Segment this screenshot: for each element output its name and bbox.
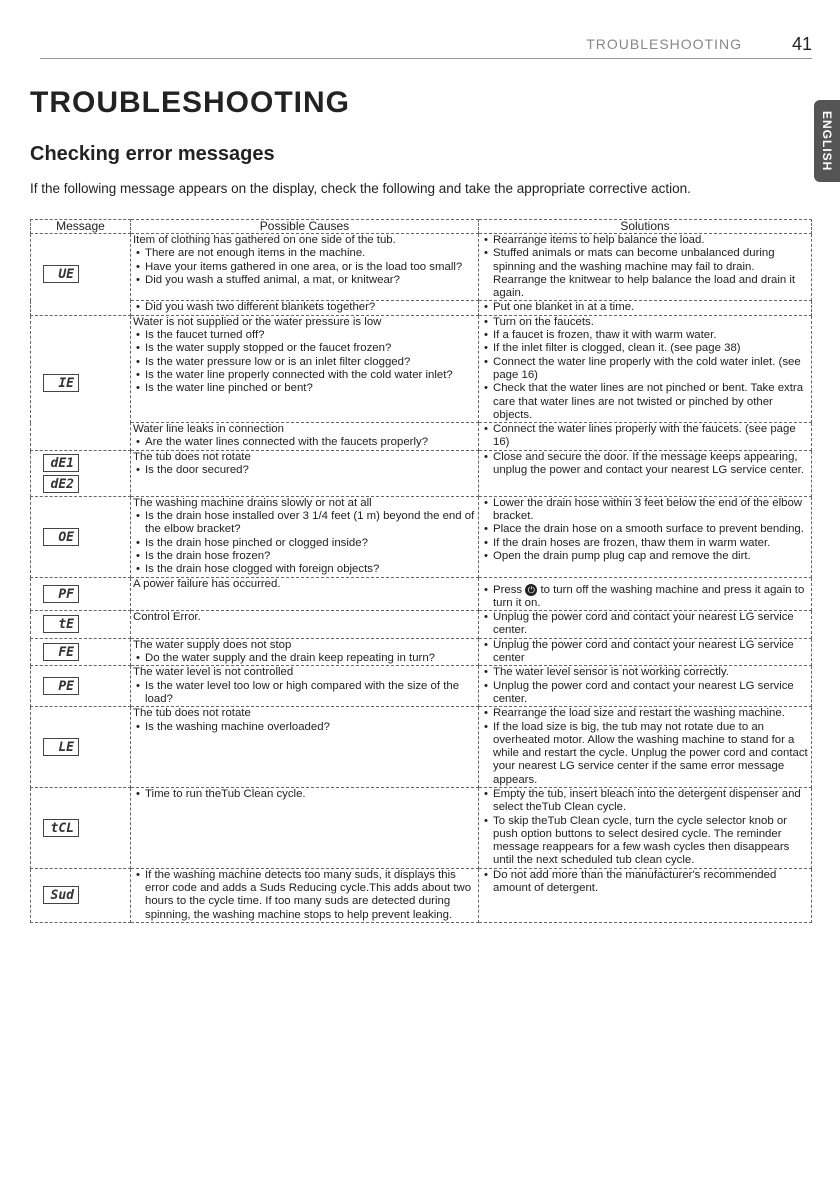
error-code-cell bbox=[31, 707, 131, 788]
solution-cell bbox=[479, 707, 812, 788]
solution-list bbox=[481, 584, 809, 611]
table-row bbox=[31, 666, 812, 707]
cause-cell bbox=[131, 496, 479, 577]
solution-item: • Close and secure the door. If the message keeps appearing, unplug the power and contact your nearest LG service center. bbox=[481, 451, 809, 478]
error-code-cell bbox=[31, 315, 131, 450]
solution-item: • Connect the water lines properly with the faucets. (see page 16) bbox=[481, 423, 809, 450]
cause-list bbox=[133, 301, 476, 314]
page-title: TROUBLESHOOTING bbox=[30, 86, 350, 119]
cause-item: • Is the faucet turned off? bbox=[133, 329, 476, 342]
cause-item: • Is the washing machine overloaded? bbox=[133, 721, 476, 734]
cause-heading: Control Error. bbox=[133, 611, 201, 624]
solution-cell bbox=[479, 234, 812, 301]
error-code-cell bbox=[31, 868, 131, 922]
header-causes: Possible Causes bbox=[131, 220, 479, 234]
solution-item: • Do not add more than the manufacturer's recommended amount of detergent. bbox=[481, 869, 809, 896]
error-code-display: tE bbox=[43, 615, 79, 633]
cause-cell bbox=[131, 577, 479, 611]
cause-item: • Are the water lines connected with the faucets properly? bbox=[133, 436, 476, 449]
solution-list bbox=[481, 301, 809, 314]
solution-list bbox=[481, 316, 809, 422]
cause-cell bbox=[131, 707, 479, 788]
cause-list bbox=[133, 464, 476, 477]
solution-item: • Put one blanket in at a time. bbox=[481, 301, 809, 314]
cause-item: • Do the water supply and the drain keep repeating in turn? bbox=[133, 652, 476, 665]
solution-item: • Unplug the power cord and contact your nearest LG service center bbox=[481, 639, 809, 666]
cause-cell bbox=[131, 666, 479, 707]
error-code-display: tCL bbox=[43, 819, 79, 837]
solution-cell bbox=[479, 301, 812, 315]
table-row bbox=[31, 301, 812, 315]
cause-heading: Water is not supplied or the water pressure is low bbox=[133, 315, 382, 328]
cause-list bbox=[133, 510, 476, 576]
error-code-display: FE bbox=[43, 643, 79, 661]
solution-list bbox=[481, 639, 809, 666]
solution-list bbox=[481, 234, 809, 300]
table-row bbox=[31, 315, 812, 422]
cause-heading: A power failure has occurred. bbox=[133, 577, 281, 590]
cause-list bbox=[133, 436, 476, 449]
cause-cell bbox=[131, 423, 479, 451]
solution-cell bbox=[479, 611, 812, 639]
solution-item: • Turn on the faucets. bbox=[481, 316, 809, 329]
error-table bbox=[30, 219, 812, 923]
table-row bbox=[31, 234, 812, 301]
cause-heading: The water supply does not stop bbox=[133, 638, 292, 651]
cause-list bbox=[133, 721, 476, 734]
solution-list bbox=[481, 869, 809, 896]
solution-item bbox=[481, 584, 809, 611]
solution-item: • Check that the water lines are not pinched or bent. Take extra care that water lines are not twisted or pinched by other objects. bbox=[481, 382, 809, 422]
solution-item: • If the drain hoses are frozen, thaw them in warm water. bbox=[481, 537, 809, 550]
table-row bbox=[31, 496, 812, 577]
table-row bbox=[31, 577, 812, 611]
solution-cell bbox=[479, 638, 812, 666]
power-icon: ⏻ bbox=[525, 584, 537, 596]
cause-cell bbox=[131, 301, 479, 315]
cause-item: • Is the water supply stopped or the faucet frozen? bbox=[133, 342, 476, 355]
error-code-display: Sud bbox=[43, 886, 79, 904]
error-code-cell bbox=[31, 234, 131, 316]
press-text-after: to turn off the washing machine and press it again to turn it on. bbox=[493, 583, 805, 609]
cause-heading: Item of clothing has gathered on one side of the tub. bbox=[133, 234, 396, 246]
solution-item: • Unplug the power cord and contact your nearest LG service center. bbox=[481, 611, 809, 638]
cause-list bbox=[133, 680, 476, 707]
error-code-cell bbox=[31, 496, 131, 577]
header-section: TROUBLESHOOTING bbox=[586, 36, 742, 52]
solution-item: • If a faucet is frozen, thaw it with warm water. bbox=[481, 329, 809, 342]
solution-item: • Connect the water line properly with the cold water inlet. (see page 16) bbox=[481, 356, 809, 383]
page-header bbox=[40, 34, 812, 59]
solution-item: • If the inlet filter is clogged, clean it. (see page 38) bbox=[481, 342, 809, 355]
intro-text: If the following message appears on the display, check the following and take the appropriate corrective action. bbox=[30, 181, 691, 196]
cause-heading: The tub does not rotate bbox=[133, 707, 251, 720]
solution-list bbox=[481, 788, 809, 868]
error-code-display: PE bbox=[43, 677, 79, 695]
error-code-display: dE1 bbox=[43, 454, 79, 472]
solution-item: • Rearrange items to help balance the load. bbox=[481, 234, 809, 247]
error-code-cell bbox=[31, 638, 131, 666]
cause-item: • Is the door secured? bbox=[133, 464, 476, 477]
solution-cell bbox=[479, 315, 812, 422]
table-row bbox=[31, 450, 812, 496]
error-code-cell bbox=[31, 577, 131, 611]
solution-item: • Lower the drain hose within 3 feet below the end of the elbow bracket. bbox=[481, 497, 809, 524]
cause-cell bbox=[131, 450, 479, 496]
solution-item: • The water level sensor is not working correctly. bbox=[481, 666, 809, 679]
cause-item: • There are not enough items in the machine. bbox=[133, 247, 476, 260]
cause-cell bbox=[131, 868, 479, 922]
solution-list bbox=[481, 707, 809, 787]
cause-list bbox=[133, 869, 476, 922]
cause-list bbox=[133, 329, 476, 395]
solution-item: • Stuffed animals or mats can become unbalanced during spinning and the washing machine may fail to drain. Rearrange the knitwear to help balance the load and drain it again. bbox=[481, 247, 809, 300]
error-code-display: IE bbox=[43, 374, 79, 392]
cause-cell bbox=[131, 611, 479, 639]
cause-item: • Is the water line pinched or bent? bbox=[133, 382, 476, 395]
error-code-display: dE2 bbox=[43, 475, 79, 493]
solution-cell bbox=[479, 496, 812, 577]
solution-cell bbox=[479, 666, 812, 707]
cause-item: • Have your items gathered in one area, or is the load too small? bbox=[133, 261, 476, 274]
solution-cell bbox=[479, 423, 812, 451]
cause-item: • Is the drain hose installed over 3 1/4 feet (1 m) beyond the end of the elbow bracket? bbox=[133, 510, 476, 537]
cause-heading: The tub does not rotate bbox=[133, 450, 251, 463]
cause-item: • Is the drain hose pinched or clogged inside? bbox=[133, 537, 476, 550]
cause-cell bbox=[131, 234, 479, 301]
cause-item: • Is the water level too low or high compared with the size of the load? bbox=[133, 680, 476, 707]
solution-item: • Unplug the power cord and contact your nearest LG service center. bbox=[481, 680, 809, 707]
cause-list bbox=[133, 788, 476, 801]
solution-item: • To skip theTub Clean cycle, turn the cycle selector knob or push option buttons to select desired cycle. The reminder message reappears for a few wash cycles then disappears until the next scheduled tub clean cycle. bbox=[481, 815, 809, 868]
solution-item: • If the load size is big, the tub may not rotate due to an overheated motor. Allow the washing machine to stand for a while and restart the cycle. Unplug the power cord and contact your nearest LG service center if the same error message appears. bbox=[481, 721, 809, 787]
cause-item: • Did you wash two different blankets together? bbox=[133, 301, 476, 314]
table-body bbox=[31, 234, 812, 923]
language-tab: ENGLISH bbox=[814, 100, 840, 182]
cause-item: • Is the drain hose clogged with foreign objects? bbox=[133, 563, 476, 576]
cause-item: • If the washing machine detects too many suds, it displays this error code and adds a Suds Reducing cycle.This adds about two hours to the cycle time. If too many suds are detected during spinning, the washing machine stops to help prevent leaking. bbox=[133, 869, 476, 922]
cause-item: • Is the water pressure low or is an inlet filter clogged? bbox=[133, 356, 476, 369]
solution-list bbox=[481, 666, 809, 706]
error-code-display: LE bbox=[43, 738, 79, 756]
solution-list bbox=[481, 611, 809, 638]
error-code-cell bbox=[31, 611, 131, 639]
header-message: Message bbox=[31, 220, 131, 234]
section-subtitle: Checking error messages bbox=[30, 143, 275, 165]
error-code-display: PF bbox=[43, 585, 79, 603]
table-row bbox=[31, 638, 812, 666]
table-row bbox=[31, 707, 812, 788]
table-row bbox=[31, 868, 812, 922]
cause-item: • Is the drain hose frozen? bbox=[133, 550, 476, 563]
solution-item: • Empty the tub, insert bleach into the detergent dispenser and select theTub Clean cycle. bbox=[481, 788, 809, 815]
cause-cell bbox=[131, 788, 479, 869]
solution-list bbox=[481, 497, 809, 563]
error-code-cell bbox=[31, 666, 131, 707]
solution-list bbox=[481, 451, 809, 478]
solution-cell bbox=[479, 868, 812, 922]
cause-list bbox=[133, 652, 476, 665]
cause-item: • Time to run theTub Clean cycle. bbox=[133, 788, 476, 801]
cause-list bbox=[133, 247, 476, 287]
error-code-display: UE bbox=[43, 265, 79, 283]
cause-item: • Did you wash a stuffed animal, a mat, or knitwear? bbox=[133, 274, 476, 287]
header-solutions: Solutions bbox=[479, 220, 812, 234]
solution-item: • Open the drain pump plug cap and remove the dirt. bbox=[481, 550, 809, 563]
error-code-cell bbox=[31, 788, 131, 869]
solution-cell bbox=[479, 450, 812, 496]
table-row bbox=[31, 423, 812, 451]
solution-item: • Place the drain hose on a smooth surface to prevent bending. bbox=[481, 523, 809, 536]
table-header-row bbox=[31, 220, 812, 234]
page-number: 41 bbox=[791, 34, 812, 54]
solution-cell bbox=[479, 577, 812, 611]
cause-heading: Water line leaks in connection bbox=[133, 423, 284, 436]
error-code-display: OE bbox=[43, 528, 79, 546]
cause-cell bbox=[131, 315, 479, 422]
cause-cell bbox=[131, 638, 479, 666]
solution-list bbox=[481, 423, 809, 450]
cause-item: • Is the water line properly connected with the cold water inlet? bbox=[133, 369, 476, 382]
solution-cell bbox=[479, 788, 812, 869]
solution-item: • Rearrange the load size and restart the washing machine. bbox=[481, 707, 809, 720]
error-code-cell bbox=[31, 450, 131, 496]
table-row bbox=[31, 611, 812, 639]
table-row bbox=[31, 788, 812, 869]
cause-heading: The water level is not controlled bbox=[133, 666, 294, 679]
press-text: Press bbox=[493, 583, 526, 596]
cause-heading: The washing machine drains slowly or not at all bbox=[133, 496, 372, 509]
